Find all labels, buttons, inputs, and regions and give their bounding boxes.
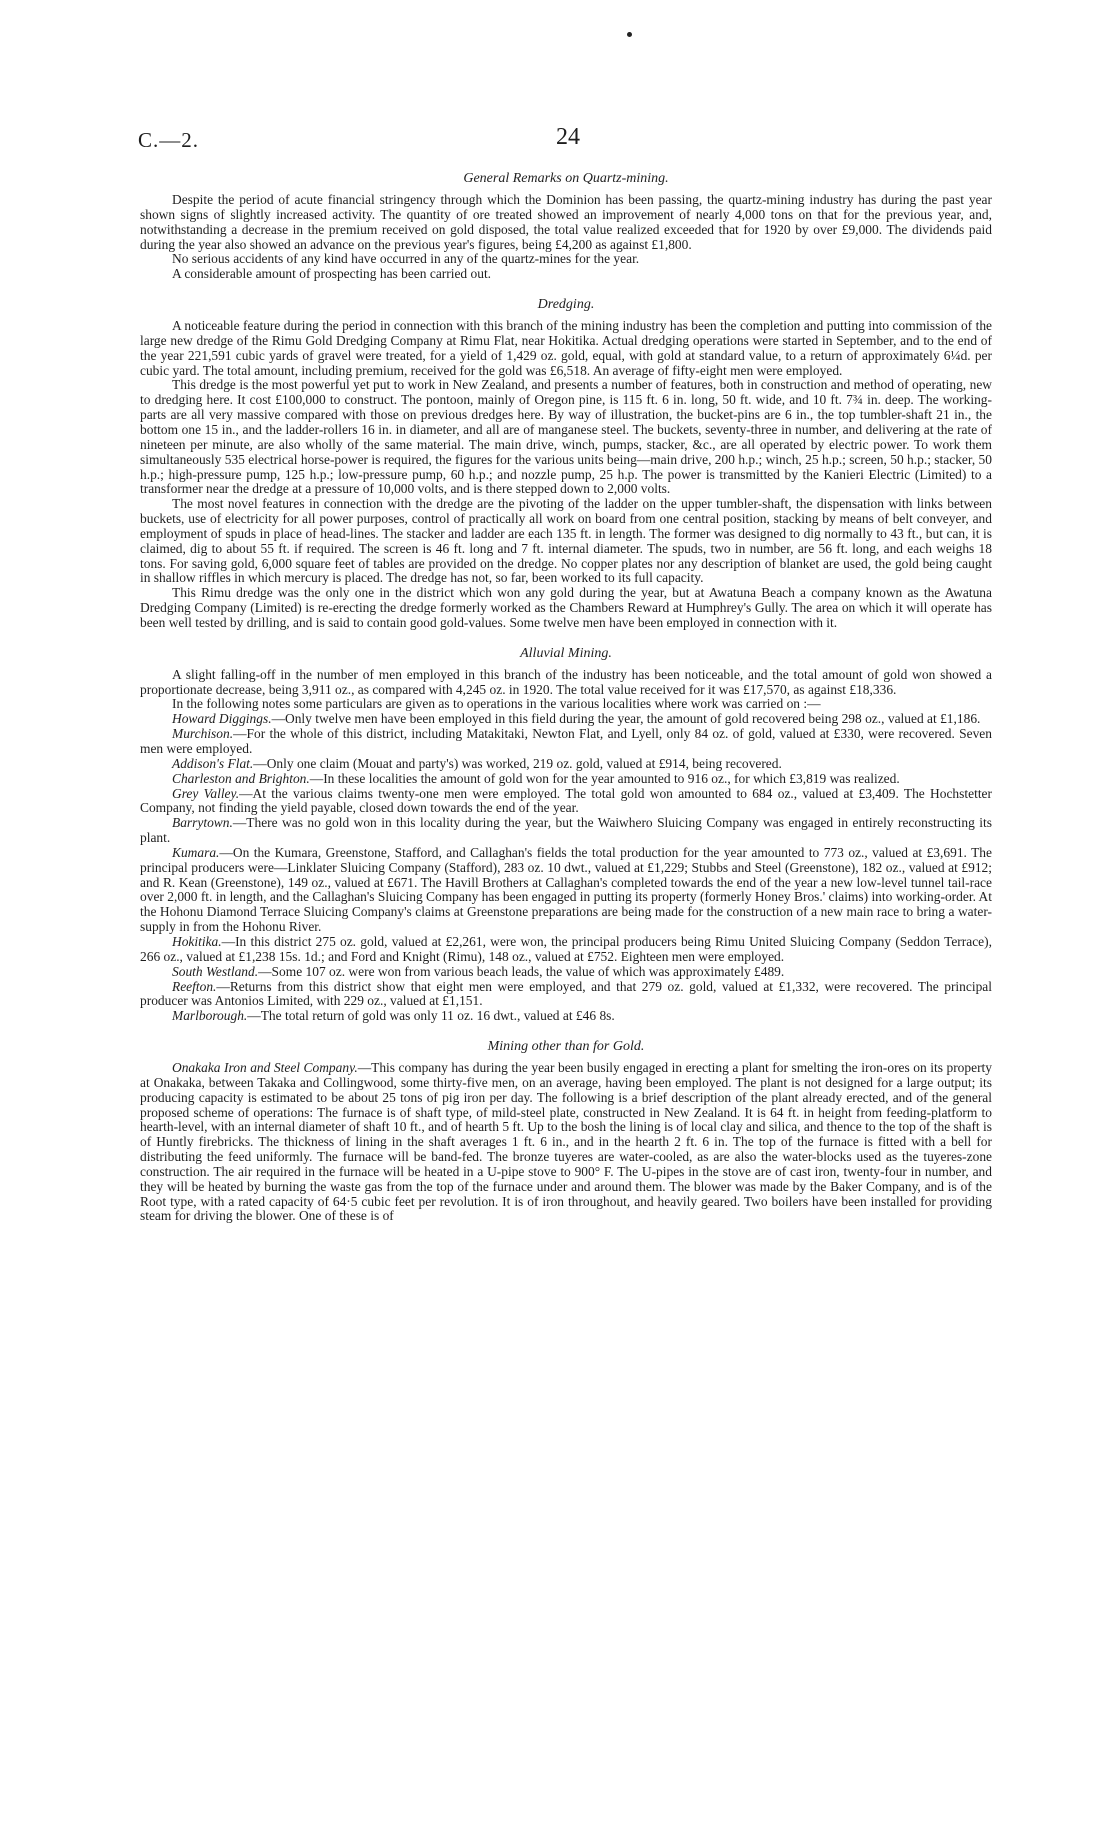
- locality-name: Howard Diggings.: [172, 711, 272, 727]
- locality-name: Reefton.: [172, 978, 217, 994]
- locality-paragraph: Kumara.—On the Kumara, Greenstone, Stafford, and Callaghan's fields the total production for the year amounted to 773 oz., valued at £3,691. The principal producers were—Linklater Sluicing Company (Stafford), 283 oz. 10 dwt., valued at £1,229; Stubbs and Steel (Greenstone), 182 oz., valued at £912; and R. Kean (Greenstone), 149 oz., valued at £671. The Havill Brothers at Callaghan's completed towards the end of the year a new low-level tunnel tail-race over 2,000 ft. in length, and the Callaghan's Sluicing Company has been engaged in putting its property (formerly Honey Bros.' claims) into working-order. At the Hohonu Diamond Terrace Sluicing Company's claims at Greenstone preparations are being made for the construction of a new main race to bring a water-supply in from the Hohonu River.: [140, 844, 992, 935]
- paragraph: In the following notes some particulars are given as to operations in the various localities where work was carried on :—: [172, 696, 821, 712]
- company-name: Onakaka Iron and Steel Company.: [172, 1060, 358, 1076]
- locality-name: Grey Valley.: [172, 785, 240, 801]
- ink-dot: [627, 32, 632, 37]
- locality-name: Hokitika.: [172, 933, 222, 949]
- locality-name: Kumara.: [172, 844, 220, 860]
- locality-name: Barrytown.: [172, 815, 233, 831]
- paragraph: A considerable amount of prospecting has been carried out.: [172, 266, 492, 282]
- locality-name: Marlborough.: [172, 1008, 248, 1024]
- locality-paragraph: Marlborough.—The total return of gold was only 11 oz. 16 dwt., valued at £46 8s.: [172, 1008, 615, 1024]
- locality-name: Murchison.: [172, 726, 234, 742]
- section-heading-alluvial: Alluvial Mining.: [520, 645, 612, 661]
- paragraph: No serious accidents of any kind have occurred in any of the quartz-mines for the year.: [172, 251, 640, 267]
- paragraph: This dredge is the most powerful yet put to work in New Zealand, and presents a number of features, both in construction and method of operating, new to dredging here. It cost £100,000 to construct. The pontoon, mainly of Oregon pine, is 115 ft. 6 in. long, 50 ft. wide, and 10 ft. 7¾ in. deep. The working-parts are all very massive compared with those on previous dredges here. By way of illustration, the bucket-pins are 6 in., the top tumbler-shaft 21 in., the bottom one 15 in., and the ladder-rollers 16 in. in diameter, and all are of manganese steel. The buckets, seventy-three in number, and delivering at the rate of nineteen per minute, are also wholly of the same material. The main drive, winch, pumps, stacker, &c., are all operated by electric power. To work them simultaneously 535 electrical horse-power is required, the figures for the various units being—main drive, 200 h.p.; winch, 25 h.p.; screen, 50 h.p.; stacker, 50 h.p.; high-pressure pump, 125 h.p.; low-pressure pump, 60 h.p.; and nozzle pump, 25 h.p. The power is transmitted by the Kanieri Electric (Limited) to a transformer near the dredge at a pressure of 10,000 volts, and is there stepped down to 2,000 volts.: [140, 377, 992, 497]
- paragraph: Onakaka Iron and Steel Company.—This company has during the year been busily engaged in erecting a plant for smelting the iron-ores on its property at Onakaka, between Takaka and Collingwood, some thirty-five men, on an average, having been employed. The plant is not designed for a large output; its producing capacity is estimated to be about 25 tons of pig iron per day. The following is a brief description of the plant already erected, and of the general proposed scheme of operations: The furnace is of shaft type, of mild-steel plate, constructed in New Zealand. It is 64 ft. in height from feeding-platform to hearth-level, with an internal diameter of shaft 10 ft., and of hearth 5 ft. Up to the bosh the lining is of local clay and silica, and thence to the top of the shaft is of Huntly firebricks. The thickness of lining in the shaft averages 1 ft. 6 in., and in the hearth 2 ft. 6 in. The top of the furnace is fitted with a bell for distributing the feed uniformly. The furnace will be band-fed. The bronze tuyeres are water-cooled, as are also the water-blocks used as the tuyeres-zone construction. The air required in the furnace will be heated in a U-pipe stove to 900° F. The U-pipes in the stove are of cast iron, twenty-four in number, and they will be heated by burning the waste gas from the top of the furnace under and around them. The blower was made by the Baker Company, and is of the Root type, with a rated capacity of 64·5 cubic feet per revolution. It is of iron throughout, and heavily geared. Two boilers have been installed for providing steam for driving the blower. One of these is of: [140, 1060, 992, 1224]
- locality-paragraph: South Westland.—Some 107 oz. were won from various beach leads, the value of which was approximately £489.: [172, 963, 785, 979]
- page-body: [140, 170, 992, 1224]
- locality-paragraph: Grey Valley.—At the various claims twenty-one men were employed. The total gold won amounted to 684 oz., valued at £3,409. The Hochstetter Company, not finding the yield payable, closed down towards the end of the year.: [140, 785, 992, 816]
- paragraph: A noticeable feature during the period in connection with this branch of the mining industry has been the completion and putting into commission of the large new dredge of the Rimu Gold Dredging Company at Rimu Flat, near Hokitika. Actual dredging operations were started in September, and to the end of the year 221,591 cubic yards of gravel were treated, for a yield of 1,429 oz. gold, equal, with gold at standard value, to a return of approximately 6¼d. per cubic yard. The total amount, including premium, received for the gold was £6,518. An average of fifty-eight men were employed.: [140, 318, 992, 378]
- locality-paragraph: Murchison.—For the whole of this district, including Matakitaki, Newton Flat, and Lyell, only 84 oz. of gold, valued at £330, were recovered. Seven men were employed.: [140, 726, 992, 756]
- document-reference: C.—2.: [138, 128, 200, 152]
- locality-name: South Westland.: [172, 963, 259, 979]
- paragraph: This Rimu dredge was the only one in the district which won any gold during the year, but at Awatuna Beach a company known as the Awatuna Dredging Company (Limited) is re-erecting the dredge formerly worked as the Chambers Reward at Humphrey's Gully. The area on which it will operate has been well tested by drilling, and is said to contain good gold-values. Some twelve men have been employed in connection with it.: [140, 585, 992, 630]
- locality-name: Addison's Flat.: [172, 755, 254, 771]
- section-heading-dredging: Dredging.: [537, 297, 595, 313]
- locality-name: Charleston and Brighton.: [172, 770, 310, 786]
- locality-paragraph: Addison's Flat.—Only one claim (Mouat and party's) was worked, 219 oz. gold, valued at £914, being recovered.: [172, 755, 782, 771]
- locality-paragraph: Hokitika.—In this district 275 oz. gold, valued at £2,261, were won, the principal producers being Rimu United Sluicing Company (Seddon Terrace), 266 oz., valued at £1,238 15s. 1d.; and Ford and Knight (Rimu), 148 oz., valued at £752. Eighteen men were employed.: [140, 933, 992, 964]
- paragraph: The most novel features in connection with the dredge are the pivoting of the ladder on the upper tumbler-shaft, the dispensation with links between buckets, use of electricity for all power purposes, control of practically all work on board from one central position, stacking by means of belt conveyer, and employment of spuds in place of head-lines. The stacker and ladder are each 135 ft. in length. The former was designed to dig normally to 43 ft., but can, it is claimed, dig to about 55 ft. if required. The screen is 46 ft. long and 7 ft. internal diameter. The spuds, two in number, are 56 ft. long, and each weighs 18 tons. For saving gold, 6,000 square feet of tables are provided on the dredge. No copper plates nor any description of blanket are used, the gold being caught in shallow riffles in which mercury is placed. The dredge has not, so far, been worked to its full capacity.: [140, 496, 992, 586]
- locality-paragraph: Reefton.—Returns from this district show that eight men were employed, and that 279 oz. gold, valued at £1,332, were recovered. The principal producer was Antonios Limited, with 229 oz., valued at £1,151.: [140, 978, 992, 1009]
- section-heading-other-mining: Mining other than for Gold.: [487, 1039, 645, 1055]
- locality-paragraph: Charleston and Brighton.—In these localities the amount of gold won for the year amounted to 916 oz., for which £3,819 was realized.: [172, 770, 900, 786]
- paragraph: A slight falling-off in the number of men employed in this branch of the industry has been noticeable, and the total amount of gold won showed a proportionate decrease, being 3,911 oz., as compared with 4,245 oz. in 1920. The total value received for it was £17,570, as against £18,336.: [140, 666, 992, 697]
- locality-paragraph: Howard Diggings.—Only twelve men have been employed in this field during the year, the amount of gold recovered being 298 oz., valued at £1,186.: [172, 711, 981, 727]
- section-heading-quartz: General Remarks on Quartz-mining.: [463, 171, 669, 186]
- page-number: 24: [556, 124, 580, 150]
- locality-paragraph: Barrytown.—There was no gold won in this locality during the year, but the Waiwhero Sluicing Company was engaged in entirely reconstructing its plant.: [140, 815, 992, 846]
- paragraph: Despite the period of acute financial stringency through which the Dominion has been passing, the quartz-mining industry has during the past year shown signs of slightly increased activity. The quantity of ore treated showed an improvement of nearly 4,000 tons on that for the previous year, and, notwithstanding a decrease in the premium received on gold disposed, the total value realized exceeded that for 1920 by over £9,000. The dividends paid during the year also showed an advance on the previous year's figures, being £4,200 as against £1,800.: [140, 192, 992, 252]
